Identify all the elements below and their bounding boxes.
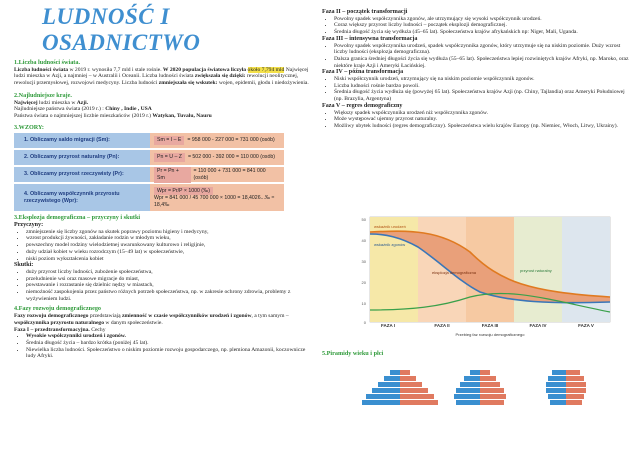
list-item: • duży udział kobiet w wieku rozrodczym (15–49 lat) w społeczeństwie, [26, 249, 310, 256]
phase-label: FAZA III [481, 323, 499, 328]
list-item: • wzrost produkcji żywności, zakładanie rodzin w młodym wieku, [26, 235, 310, 242]
list-item: • Średnia długość życia się wydłuża (45–65 lat). Społeczeństwa krajów afrykańskich np: Niger, Mali, Uganda. [334, 29, 630, 36]
pyramid-bar [400, 382, 422, 387]
list-item: • Średnia długość życia – bardzo krótka (poniżej 45 lat). [26, 340, 310, 347]
list-item: • Średnia długość życia wydłuża się (powyżej 65 lat). Społeczeństwa krajów Azji (np. Chiny, Tajlandia) oraz Ameryki Południowej (np. Brazylia, Argentyna) [334, 89, 630, 102]
pyramid-bar [566, 394, 584, 399]
pyramid-bar [464, 376, 480, 381]
pyramid-1 [362, 370, 438, 405]
phase2-list [322, 16, 630, 36]
chart-annotation: przyrost naturalny [520, 268, 552, 273]
pyramid-bar [390, 370, 400, 375]
pyramid-bar [400, 394, 434, 399]
formula-box: Pr = Pn + Sm = 110 000 + 731 000 = 841 000 (osób) [150, 167, 284, 182]
formula-label: 4. Obliczamy współczynnik przyrostu rzeczywistego (Wpr): [14, 184, 150, 211]
pyramid-bar [552, 370, 566, 375]
formula-box: Sm = I – E = 958 000 - 227 000 = 731 000 (osób) [150, 133, 284, 148]
list-item: • Liczba ludności rośnie bardzo powoli. [334, 83, 630, 90]
formula-row [14, 133, 284, 148]
phase-label: FAZA IV [529, 323, 547, 328]
pyramid-bar [460, 382, 480, 387]
pyramid-bar [566, 400, 582, 405]
section2-line3: Państwa świata o najmniejszej liczbie mieszkańców (2019 r.) Watykan, Tuvalu, Nauru [14, 112, 212, 119]
phase-label: FAZA V [578, 323, 594, 328]
list-item: • Może występować ujemny przyrost naturalny. [334, 116, 630, 123]
pyramid-bar [480, 388, 504, 393]
section2-line2: Najludniejsze państwa świata (2019 r.) : Chiny , Indie , USA [14, 106, 152, 113]
formula-row [14, 150, 284, 165]
list-item: • niski poziom wykształcenia kobiet [26, 256, 310, 263]
pyramid-bar [480, 370, 490, 375]
pyramid-bar [480, 394, 506, 399]
chart-annotation: eksplozja demograficzna [432, 270, 477, 275]
pyramid-bar [550, 400, 566, 405]
phase2-heading: Faza II – początek transformacji [322, 9, 408, 15]
pyramid-3 [546, 370, 586, 405]
pyramid-bar [470, 370, 480, 375]
list-item: • Niewielka liczba ludności. Społeczeństwo o niskim poziomie rozwoju gospodarczego, np. plemiona Amazonii, koczownicze ludy Afryki. [26, 347, 310, 360]
pyramid-bar [566, 376, 584, 381]
list-item: • Dalsza granica średniej długości życia się wydłuża (55–65 lat). Społeczeństwa lepiej rozwiniętych krajów Afryki, np. Maroko, oraz niektóre kraje Azji i Ameryki Łacińskiej. [334, 56, 630, 69]
right-column [322, 9, 630, 130]
list-item: • Wysokie współczynniki urodzeń i zgonów. [26, 333, 310, 340]
list-item: • niemożność zaspokojenia przez państwo różnych potrzeb społeczeństwa, np. w zakresie ochrony zdrowia, problemy z wyżywieniem ludzi. [26, 289, 310, 302]
pyramid-bar [372, 388, 400, 393]
pyramid-bar [378, 382, 400, 387]
formula-label: 2. Obliczamy przyrost naturalny (Pn): [14, 150, 150, 165]
age-pyramids [360, 360, 620, 450]
list-item: • Powolny spadek współczynnika urodzeń, spadek współczynnika zgonów, który utrzymuje się na niskim poziomie. Duży wzrost liczby ludności (eksplozja demograficzna). [334, 43, 630, 56]
highlight: około 7,794 mld [247, 66, 285, 73]
causes-list [14, 229, 310, 263]
chart-caption: Przebieg faz rozwoju demograficznego [455, 332, 525, 337]
formula-row [14, 184, 284, 211]
phase-label: FAZA II [434, 323, 450, 328]
causes-heading: Przyczyny: [14, 222, 44, 229]
pyramid-bar [566, 370, 580, 375]
section1-paragraph1: Liczba ludności świata w 2019 r. wynosiła 7,7 mld i stale rośnie. W 2020 populacja światowa liczyła około 7,794 mld Najwięcej ludzi mieszka w Azji, a najmniej – w Australii i Oceanii. Liczba ludności świata zwiększała się dzięki: rewolucji neolitycznej, rewolucji przemysłowej, rozwojowi medycyny. Liczba ludności zmniejszała się wskutek: wojen, epidemii, głodu i niedożywienia. [14, 66, 309, 87]
y-tick-label: 40 [361, 238, 366, 243]
pyramid-bar [456, 388, 480, 393]
formula-label: 3. Obliczamy przyrost rzeczywisty (Pr): [14, 167, 150, 182]
section5-paragraph: Fazy rozwoju demograficznego przedstawiają zmienność w czasie współczynników urodzeń i zgonów, a tym samym – współczynnika przyrostu naturalnego w danym społeczeństwie. [14, 313, 289, 326]
pyramid-bar [362, 400, 400, 405]
y-tick-label: 20 [361, 280, 366, 285]
formula-row [14, 167, 284, 182]
list-item: • Coraz większy przyrost liczby ludności – początek eksplozji demograficznej. [334, 22, 630, 29]
pyramid-bar [480, 382, 500, 387]
pyramid-bar [400, 376, 416, 381]
pyramid-bar [454, 394, 480, 399]
pyramid-bar [400, 388, 428, 393]
section-heading-4: 3.Eksplozja demograficzna – przyczyny i skutki [14, 214, 141, 222]
list-item: • Niski współczynnik urodzeń, utrzymujący się na niskim poziomie współczynnik zgonów. [334, 76, 630, 83]
pyramid-bar [546, 388, 566, 393]
effects-list [14, 269, 310, 303]
chart-annotation: wskaźnik urodzeń [374, 224, 406, 229]
phase3-heading: Faza III – intensywna transformacja [322, 35, 418, 42]
phase5-list [322, 110, 630, 130]
phase1-heading: Faza I – przedtransformacyjna. Cechy [14, 326, 106, 333]
phase1-list [14, 333, 310, 360]
pyramids-heading: 5.Piramidy wieku i płci [322, 350, 384, 357]
phase5-heading: Faza V – regres demograficzny [322, 102, 403, 109]
phase4-list [322, 76, 630, 103]
list-item: • duży przyrost liczby ludności, zubożenie społeczeństwa, [26, 269, 310, 276]
y-tick-label: 0 [363, 320, 366, 325]
phase4-heading: Faza IV – późna transformacja [322, 69, 404, 76]
formula-label: 1. Obliczamy saldo migracji (Sm): [14, 133, 150, 148]
chart-annotation: wskaźnik zgonów [374, 242, 406, 247]
list-item: • Powolny spadek współczynnika zgonów, ale utrzymujący się wysoki współczynnik urodzeń. [334, 16, 630, 23]
pyramid-bar [546, 382, 566, 387]
pyramid-bar [366, 394, 400, 399]
pyramid-bar [548, 394, 566, 399]
formula-panel [14, 133, 310, 213]
effects-heading: Skutki: [14, 262, 34, 269]
pyramid-bar [566, 388, 586, 393]
pyramid-bar [566, 382, 586, 387]
pyramid-bar [480, 400, 504, 405]
section-heading-1: 1.Liczba ludności świata. [14, 59, 81, 66]
y-tick-label: 50 [361, 217, 366, 222]
list-item: • Większy spadek współczynnika urodzeń niż współczynnika zgonów. [334, 110, 630, 117]
section2-line1: Najwięcej ludzi mieszka w Azji. [14, 99, 89, 106]
list-item: • powstawanie i rozrastanie się dzielnic nędzy w miastach, [26, 282, 310, 289]
formula-box: Wpr = Pr/P × 1000 (‰) Wpr = 841 000 / 45 700 000 × 1000 = 18,4026...‰ ≈ 18,4‰ [150, 184, 284, 211]
pyramid-bar [400, 400, 438, 405]
section-heading-5: 4.Fazy rozwoju demograficznego [14, 305, 102, 313]
left-column [14, 0, 310, 360]
phase-band [562, 217, 610, 322]
phase-label: FAZA I [380, 323, 396, 328]
list-item: • zmniejszenie się liczby zgonów na skutek poprawy poziomu higieny i medycyny, [26, 229, 310, 236]
y-tick-label: 10 [361, 301, 366, 306]
page-title: LUDNOŚĆ I OSADNICTWO [42, 4, 201, 55]
section-heading-2: 2.Najludniejsze kraje. [14, 91, 72, 99]
pyramid-bar [400, 370, 410, 375]
pyramid-bar [384, 376, 400, 381]
demographic-transition-chart [350, 212, 630, 342]
pyramid-2 [454, 370, 506, 405]
y-tick-label: 30 [361, 259, 366, 264]
list-item: • Możliwy ubytek ludności (regres demograficzny). Społeczeństwa wielu krajów Europy (np. Niemiec, Włoch, Litwy, Ukrainy). [334, 123, 630, 130]
list-item: • przeludnienie wsi oraz masowe migracje do miast, [26, 276, 310, 283]
phase3-list [322, 43, 630, 70]
section-heading-3: 3.WZORY: [14, 123, 44, 131]
formula-box: Pn = U – Z = 502 000 - 392 000 = 110 000 (osób) [150, 150, 284, 165]
pyramid-bar [456, 400, 480, 405]
pyramid-bar [548, 376, 566, 381]
list-item: • powszechny model rodziny wielodzietnej uwarunkowany kulturowo i religijnie, [26, 242, 310, 249]
pyramid-bar [480, 376, 496, 381]
